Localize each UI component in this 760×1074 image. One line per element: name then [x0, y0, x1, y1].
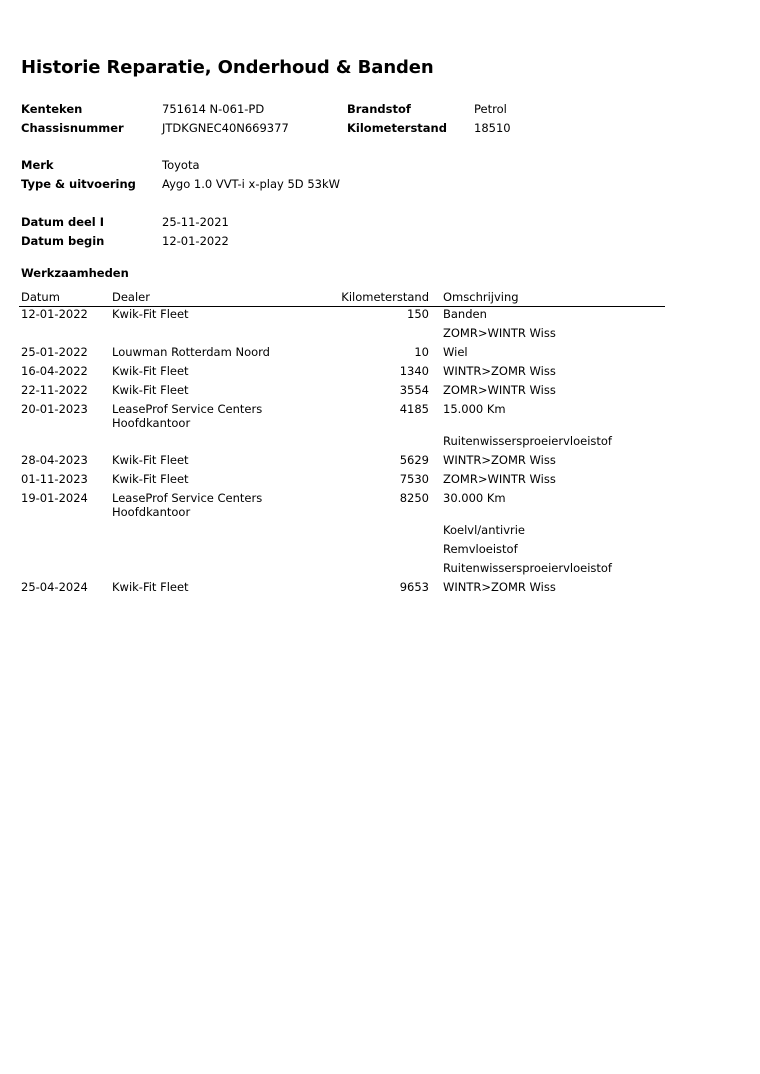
cell-desc [441, 561, 665, 580]
cell-km [297, 542, 441, 561]
cell-desc [441, 307, 665, 327]
cell-km [297, 561, 441, 580]
cell-desc-text: Banden [443, 307, 487, 321]
cell-km-text: 5629 [399, 453, 429, 467]
cell-date [19, 580, 110, 599]
brandstof-value: Petrol [474, 102, 507, 116]
cell-date [19, 434, 110, 453]
cell-desc-text: Remvloeistof [443, 542, 518, 556]
cell-date [19, 402, 110, 434]
chassis-label: Chassisnummer [21, 121, 124, 135]
cell-date [19, 326, 110, 345]
cell-km [297, 402, 441, 434]
cell-desc-text: ZOMR>WINTR Wiss [443, 326, 556, 340]
cell-desc [441, 453, 665, 472]
cell-date [19, 307, 110, 327]
type-value: Aygo 1.0 VVT-i x-play 5D 53kW [162, 177, 340, 191]
kenteken-label: Kenteken [21, 102, 83, 116]
cell-desc-text: 30.000 Km [443, 491, 506, 505]
datum-begin-value: 12-01-2022 [162, 234, 229, 248]
cell-date [19, 542, 110, 561]
cell-date [19, 383, 110, 402]
cell-desc-text: Ruitenwissersproeiervloeistof [443, 561, 612, 575]
werkzaamheden-heading: Werkzaamheden [21, 266, 129, 280]
cell-desc-text: ZOMR>WINTR Wiss [443, 383, 556, 397]
type-label: Type & uitvoering [21, 177, 136, 191]
cell-date [19, 472, 110, 491]
cell-km-text: 150 [407, 307, 429, 321]
cell-desc [441, 402, 665, 434]
work-table-body [19, 307, 665, 600]
cell-desc [441, 491, 665, 523]
cell-date [19, 453, 110, 472]
cell-date [19, 523, 110, 542]
cell-dealer-text: Louwman Rotterdam Noord [112, 345, 270, 359]
cell-km-text: 4185 [399, 402, 429, 416]
cell-dealer [110, 472, 297, 491]
cell-km-text: 8250 [399, 491, 429, 505]
cell-km [297, 523, 441, 542]
cell-desc [441, 345, 665, 364]
cell-date [19, 345, 110, 364]
cell-dealer-text: Kwik-Fit Fleet [112, 580, 189, 594]
cell-desc-text: WINTR>ZOMR Wiss [443, 364, 556, 378]
datum-deel-label: Datum deel I [21, 215, 105, 229]
cell-desc-text: Ruitenwissersproeiervloeistof [443, 434, 612, 448]
cell-date-text: 19-01-2024 [21, 491, 88, 505]
cell-dealer [110, 345, 297, 364]
header-km: Kilometerstand [297, 288, 441, 307]
cell-desc [441, 472, 665, 491]
cell-date-text: 01-11-2023 [21, 472, 88, 486]
cell-km [297, 326, 441, 345]
datum-begin-label: Datum begin [21, 234, 105, 248]
header-date: Datum [19, 288, 110, 307]
header-dealer: Dealer [110, 288, 297, 307]
cell-date-text: 25-04-2024 [21, 580, 88, 594]
cell-dealer-text: Kwik-Fit Fleet [112, 472, 189, 486]
cell-km-text: 3554 [399, 383, 429, 397]
header-desc: Omschrijving [441, 288, 665, 307]
cell-dealer-text: Kwik-Fit Fleet [112, 307, 189, 321]
cell-km [297, 307, 441, 327]
datum-deel-value: 25-11-2021 [162, 215, 229, 229]
table-header-row [19, 288, 665, 307]
merk-value: Toyota [162, 158, 200, 172]
cell-desc-text: WINTR>ZOMR Wiss [443, 580, 556, 594]
cell-desc-text: ZOMR>WINTR Wiss [443, 472, 556, 486]
kilometerstand-value: 18510 [474, 121, 511, 135]
cell-dealer-text: LeaseProf Service Centers [112, 491, 263, 505]
table-row [19, 523, 665, 542]
table-row [19, 434, 665, 453]
cell-km [297, 453, 441, 472]
cell-dealer [110, 383, 297, 402]
chassis-value: JTDKGNEC40N669377 [162, 121, 289, 135]
brandstof-label: Brandstof [347, 102, 411, 116]
cell-km [297, 345, 441, 364]
cell-dealer [110, 307, 297, 327]
cell-dealer [110, 542, 297, 561]
cell-desc [441, 434, 665, 453]
cell-date [19, 364, 110, 383]
cell-desc [441, 523, 665, 542]
cell-dealer [110, 491, 297, 523]
cell-dealer-text: Kwik-Fit Fleet [112, 453, 189, 467]
cell-km-text: 9653 [399, 580, 429, 594]
cell-date-text: 16-04-2022 [21, 364, 88, 378]
table-row [19, 453, 665, 472]
cell-date [19, 491, 110, 523]
table-row [19, 383, 665, 402]
merk-label: Merk [21, 158, 54, 172]
cell-dealer-text: Kwik-Fit Fleet [112, 364, 189, 378]
table-row [19, 472, 665, 491]
table-row [19, 307, 665, 327]
cell-dealer-text: LeaseProf Service Centers [112, 402, 263, 416]
cell-km [297, 580, 441, 599]
kilometerstand-label: Kilometerstand [347, 121, 447, 135]
kenteken-value: 751614 N-061-PD [162, 102, 265, 116]
table-row [19, 364, 665, 383]
cell-desc-text: WINTR>ZOMR Wiss [443, 453, 556, 467]
cell-dealer [110, 453, 297, 472]
table-row [19, 542, 665, 561]
page-title: Historie Reparatie, Onderhoud & Banden [21, 57, 434, 78]
cell-dealer [110, 326, 297, 345]
cell-dealer [110, 364, 297, 383]
cell-dealer [110, 523, 297, 542]
cell-dealer [110, 580, 297, 599]
cell-date-text: 12-01-2022 [21, 307, 88, 321]
cell-km-text: 7530 [399, 472, 429, 486]
cell-km-text: 1340 [399, 364, 429, 378]
cell-desc-text: Koelvl/antivrie [443, 523, 525, 537]
cell-date-text: 25-01-2022 [21, 345, 88, 359]
cell-desc [441, 383, 665, 402]
table-row [19, 345, 665, 364]
table-row [19, 491, 665, 523]
cell-date-text: 20-01-2023 [21, 402, 88, 416]
cell-date [19, 561, 110, 580]
cell-desc [441, 364, 665, 383]
cell-desc-text: 15.000 Km [443, 402, 506, 416]
table-row [19, 580, 665, 599]
cell-date-text: 28-04-2023 [21, 453, 88, 467]
cell-dealer-line2-text: Hoofdkantoor [112, 505, 191, 519]
cell-desc [441, 580, 665, 599]
table-row [19, 561, 665, 580]
cell-dealer [110, 561, 297, 580]
work-table [19, 288, 665, 599]
table-row [19, 326, 665, 345]
cell-dealer-line2-text: Hoofdkantoor [112, 416, 191, 430]
cell-desc [441, 326, 665, 345]
cell-dealer [110, 402, 297, 434]
cell-km [297, 383, 441, 402]
table-row [19, 402, 665, 434]
cell-dealer-text: Kwik-Fit Fleet [112, 383, 189, 397]
cell-km [297, 364, 441, 383]
cell-date-text: 22-11-2022 [21, 383, 88, 397]
cell-km [297, 434, 441, 453]
cell-dealer [110, 434, 297, 453]
cell-desc [441, 542, 665, 561]
cell-desc-text: Wiel [443, 345, 468, 359]
cell-km [297, 491, 441, 523]
cell-km [297, 472, 441, 491]
cell-km-text: 10 [414, 345, 429, 359]
